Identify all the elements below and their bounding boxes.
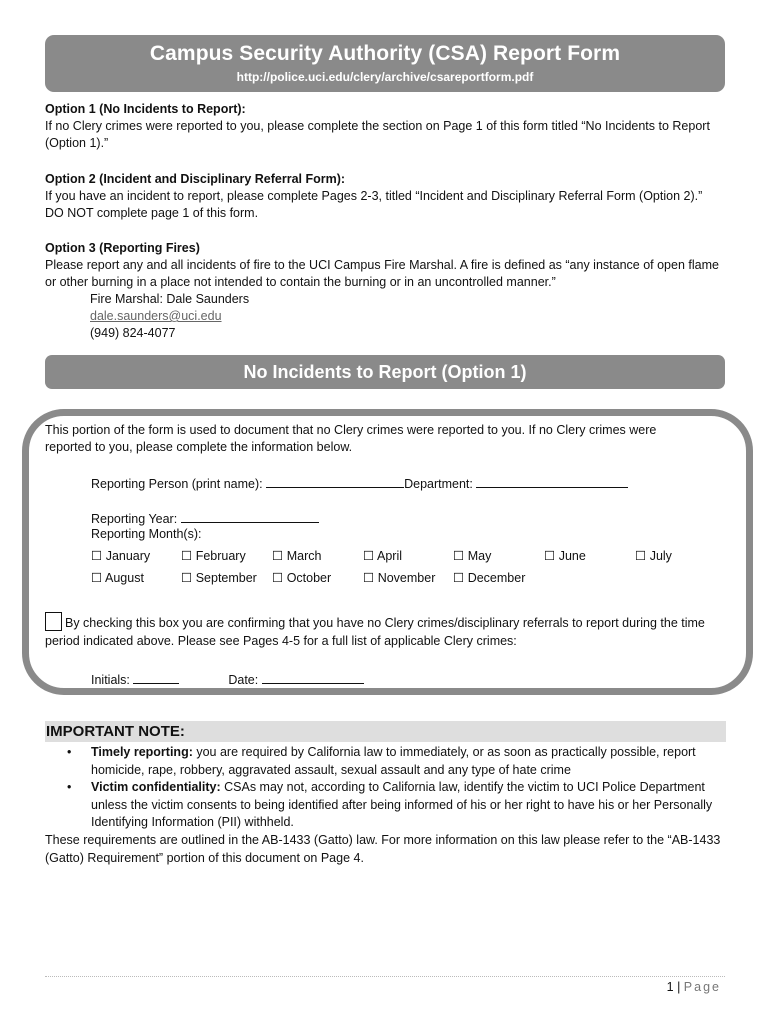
list-item <box>45 744 715 779</box>
reporting-person-label: Reporting Person (print name): <box>91 477 263 491</box>
month-checkbox-september[interactable]: ☐ September <box>181 571 257 585</box>
reporting-year-label: Reporting Year: <box>91 512 178 526</box>
month-checkbox-august[interactable]: ☐ August <box>91 571 144 585</box>
bullet-2-text: CSAs may not, according to California law, identify the victim to UCI Police Department unless the victim consents to being identified after being informed of his or her right to have his or her Personally Identifying Information (PII) withheld. <box>91 780 713 829</box>
reporting-person-field[interactable] <box>266 474 404 488</box>
option-3-text: Please report any and all incidents of fire to the UCI Campus Fire Marshal. A fire is defined as “any instance of open flame or other burning in a place not intended to contain the burning or in an uncontrolled manner.” <box>45 258 719 289</box>
month-checkbox-october[interactable]: ☐ October <box>272 571 332 585</box>
option-2-text: If you have an incident to report, please complete Pages 2-3, titled “Incident and Disciplinary Referral Form (Option 2).” <box>45 189 703 203</box>
month-checkbox-february[interactable]: ☐ February <box>181 549 246 563</box>
important-note-title: IMPORTANT NOTE: <box>45 721 726 742</box>
note-footer-text: These requirements are outlined in the AB-1433 (Gatto) law. For more information on this law please refer to the “AB-1433 (Gatto) Requirement” portion of this document on Page 4. <box>45 833 721 865</box>
confirmation-text: By checking this box you are confirming that you have no Clery crimes/disciplinary referrals to report during the time period indicated above. Please see Pages 4-5 for a full list of applicable Clery crimes: <box>45 616 705 648</box>
page-word: Page <box>683 980 721 994</box>
reporting-year-field[interactable] <box>181 509 319 523</box>
month-checkbox-march[interactable]: ☐ March <box>272 549 322 563</box>
fire-marshal-email-link[interactable]: dale.saunders@uci.edu <box>90 309 222 323</box>
bullet-icon: • <box>67 780 72 794</box>
bullet-icon: • <box>67 745 72 759</box>
form-url-link[interactable]: http://police.uci.edu/clery/archive/csareportform.pdf <box>236 70 534 84</box>
bullet-1-text: you are required by California law to immediately, or as soon as practically possible, report homicide, rape, robbery, aggravated assault, sexual assault and any type of hate crime <box>91 745 696 777</box>
date-field[interactable] <box>262 670 364 684</box>
form-header <box>45 35 725 92</box>
option-2-warning: DO NOT complete page 1 of this form. <box>45 206 259 220</box>
confirmation-block <box>45 612 705 650</box>
option-3-block <box>45 240 725 342</box>
bullet-1-title: Timely reporting: <box>91 745 193 759</box>
option-2-title: Option 2 (Incident and Disciplinary Referral Form): <box>45 172 346 186</box>
confirmation-checkbox[interactable] <box>45 612 62 631</box>
section-intro: This portion of the form is used to document that no Clery crimes were reported to you. If no Clery crimes were reported to you, please complete the information below. <box>45 423 657 454</box>
fire-marshal-name: Fire Marshal: Dale Saunders <box>90 292 250 306</box>
month-checkbox-june[interactable]: ☐ June <box>544 549 586 563</box>
option-3-title: Option 3 (Reporting Fires) <box>45 241 200 255</box>
date-label: Date: <box>228 673 259 687</box>
month-checkbox-november[interactable]: ☐ November <box>363 571 436 585</box>
month-checkbox-april[interactable]: ☐ April <box>363 549 403 563</box>
option-1-block <box>45 101 725 152</box>
reporting-months-label: Reporting Month(s): <box>91 527 202 541</box>
page-number: 1 <box>666 980 674 994</box>
list-item <box>45 779 715 832</box>
fire-marshal-phone: (949) 824-4077 <box>90 326 176 340</box>
month-checkbox-december[interactable]: ☐ December <box>453 571 526 585</box>
page-footer <box>667 980 721 994</box>
month-checkbox-july[interactable]: ☐ July <box>635 549 672 563</box>
option-2-block <box>45 171 725 222</box>
reporting-person-row <box>91 474 751 493</box>
bullet-2-title: Victim confidentiality: <box>91 780 221 794</box>
footer-divider <box>45 976 725 977</box>
initials-field[interactable] <box>133 670 179 684</box>
initials-label: Initials: <box>91 673 130 687</box>
month-checkbox-may[interactable]: ☐ May <box>453 549 492 563</box>
department-label: Department: <box>404 477 473 491</box>
month-checkbox-january[interactable]: ☐ January <box>91 549 151 563</box>
option-1-text: If no Clery crimes were reported to you, please complete the section on Page 1 of this form titled “No Incidents to Report (Option 1).” <box>45 119 710 150</box>
form-title: Campus Security Authority (CSA) Report Form <box>149 42 621 65</box>
important-note-list <box>45 744 715 832</box>
initials-date-row <box>91 670 751 689</box>
section-title: No Incidents to Report (Option 1) <box>45 355 725 389</box>
department-field[interactable] <box>476 474 628 488</box>
option-1-title: Option 1 (No Incidents to Report): <box>45 102 246 116</box>
page-separator: | <box>677 980 681 994</box>
